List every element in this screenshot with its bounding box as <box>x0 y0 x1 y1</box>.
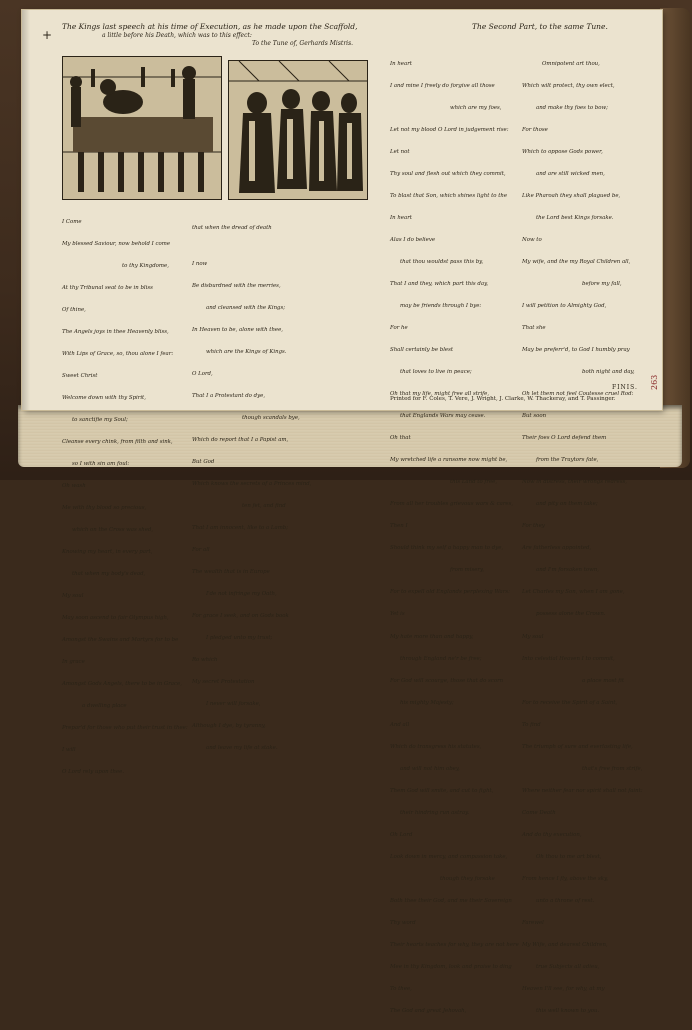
woodcut-figures-scene <box>228 60 368 200</box>
woodcut-execution-scene <box>62 56 222 200</box>
verse-line: And do thy execution, <box>522 831 582 838</box>
verse-line: O Lord, <box>192 370 213 377</box>
verse-line: O Lord rely upon thee. <box>62 769 125 776</box>
verse-line: My blessed Saviour, now behold I come <box>62 240 171 247</box>
verse-line: Oh Lord <box>390 831 413 838</box>
title-subline-1: a little before his Death, which was to this effect: <box>102 32 252 39</box>
verse-line: Into celestial Heaven I to commit, <box>522 655 615 662</box>
verse-line: I will petition to Almighty God, <box>522 303 607 310</box>
verse-line: which are the Kings of Kings. <box>206 348 287 355</box>
verse-line: To blast that Son, which shines light to the <box>390 192 508 199</box>
verse-line: My wife, and the my Royal Children all, <box>522 258 631 265</box>
verse-line: For grace I seek, and on Gods book <box>192 613 289 620</box>
verse-line: Knowing my heart, in every part, <box>62 549 153 556</box>
verse-line: Prepar'd for those who put their trust in thee: <box>62 725 188 732</box>
verse-line: Sweet Christ <box>62 372 98 379</box>
verse-line: Be disburdned with the merries, <box>192 282 281 289</box>
verse-line: possess alone the Crown. <box>536 611 606 618</box>
verse-line: That I a Protestant do dye, <box>192 392 266 399</box>
verse-line: Oh let them not feel Coutesse cruel Rod: <box>522 391 634 398</box>
verse-line: To thee, <box>390 986 412 992</box>
verse-line: his mighty Majesty; <box>400 699 454 706</box>
verse-line: from misery, <box>450 567 485 574</box>
verse-line: true Subjects all adieu, <box>536 963 600 970</box>
verse-line: so I with sin am foul: <box>72 461 130 468</box>
verse-line: For those <box>522 126 548 133</box>
finis-mark: FINIS. <box>612 384 638 391</box>
verse-line: Look down in mercy, and compassion take, <box>390 853 508 860</box>
verse-column-2 <box>192 210 311 767</box>
verse-line: I Come <box>62 218 82 225</box>
verse-line: The wealth that is in Europe <box>192 569 270 576</box>
verse-line: though scandals bye, <box>242 414 300 421</box>
verse-line: a place most fit <box>582 677 625 684</box>
verse-line: Thy word <box>390 919 416 926</box>
verse-line: My hate more than and happy, <box>390 633 474 640</box>
verse-line: that when the dread of death <box>192 224 272 231</box>
verse-line: My wretched life a ransome now might be, <box>390 457 508 464</box>
verse-line: In heart <box>390 60 412 67</box>
ballad-title: The Kings last speech at his time of Execution, as he made upon the Scaffold, <box>62 22 358 31</box>
verse-line: their hindring run astray. <box>400 809 470 816</box>
verse-line: May soon ascend to fair Olympus high, <box>62 615 169 622</box>
verse-line: For he <box>390 325 408 332</box>
verse-line: Amongst Gods Angels, there to be in Grace, <box>62 681 182 688</box>
pencil-mark-icon: + <box>42 28 53 42</box>
second-part-title: The Second Part, to the same Tune. <box>472 22 608 31</box>
verse-line: Which knows the secrets of a Princes mind, <box>192 481 312 488</box>
verse-line: Now in distress, their wrongs redress, <box>522 479 627 486</box>
verse-line: Like Pharoah they shall plagued be, <box>522 192 621 199</box>
verse-line: Alas I do believe <box>390 236 436 243</box>
verse-line: Cleanse every chink, from filth and sink, <box>62 439 173 445</box>
verse-line: Then I <box>390 523 408 530</box>
verse-line: that when my body's dead, <box>72 571 146 578</box>
verse-line: and I'm forsaken town, <box>536 567 599 574</box>
verse-line: I never will forsake, <box>206 701 261 708</box>
verse-line: I will <box>62 747 76 754</box>
verse-line: to thy Kingdome, <box>122 262 169 269</box>
verse-line: and will not him obey, <box>400 765 460 772</box>
verse-line: Which do report that I a Papist am, <box>192 436 289 443</box>
verse-line: that thou wouldst pass this by, <box>400 258 484 265</box>
verse-line: For to expell old Englands perplexing Wars: <box>390 589 510 596</box>
verse-line: Although I dye, by tyranny, <box>192 723 266 730</box>
verse-line: unto a throne of rest. <box>536 897 595 904</box>
verse-line: Let Charles my Son, when I am gone, <box>522 589 625 596</box>
verse-line: though they forsake <box>440 875 495 882</box>
verse-line: For to receive the Spirit of a Saint, <box>522 699 618 706</box>
verse-line: From hence I fly, above the sky, <box>522 875 609 882</box>
verse-line: That I and they, which part this day, <box>390 281 489 287</box>
gutter-shadow <box>22 10 30 410</box>
verse-line: ten fet, and find <box>242 503 286 510</box>
tune-line: To the Tune of, Gerhards Mistris. <box>252 40 354 47</box>
verse-line: I'de not infringe my Oath, <box>206 591 277 598</box>
verse-line: may be friends through I bye: <box>400 303 482 310</box>
verse-line: Me with thy blood so precious, <box>62 505 147 512</box>
verse-line: My soul <box>62 593 84 600</box>
verse-line: and cleansed with the Kings; <box>206 304 286 311</box>
verse-line: Which do transgress his statutes, <box>390 743 482 750</box>
verse-line: Them God will smite, and cut to fight, <box>390 787 494 794</box>
verse-line: Their hearts teaches for why, they are not here <box>390 941 519 948</box>
verse-line: In Heaven to be, alone with thee, <box>192 326 284 333</box>
verse-line: Which to oppose Gods power, <box>522 148 603 155</box>
verse-line: Should think my self a happy man to dye, <box>390 545 504 552</box>
verse-line: that's free from strife, <box>582 765 643 772</box>
verse-line: that Englands Wars may cease. <box>400 413 486 420</box>
verse-line: Where neither fear nor spirit shall not faint: <box>522 787 643 794</box>
verse-line: I and mine I freely do forgive all those <box>390 82 495 89</box>
verse-line: For God will scourge, those that do scorn <box>390 677 504 684</box>
verse-line: Oh that my life, might free all strife, <box>390 391 490 398</box>
verse-line: And all <box>390 721 410 728</box>
verse-line: Amongst the Swains and Martyrs for to be <box>62 637 179 644</box>
verse-line: Omnipotent art thou, <box>542 60 600 67</box>
verse-line: Ro which <box>192 657 218 664</box>
verse-line: this Land to free, <box>450 479 498 486</box>
verse-line: Which wilt protect, thy own elect, <box>522 82 615 89</box>
verse-line: Shall certainly be blest <box>390 347 454 354</box>
verse-line: Come Death <box>522 809 556 816</box>
verse-line: With Lips of Grace, so, thou alone I fear: <box>62 350 174 357</box>
woodcut-figures-image <box>229 61 367 199</box>
verse-line: My Wife, and dearest Children, <box>522 941 608 948</box>
verse-column-4 <box>522 46 643 1030</box>
verse-line: Of thine, <box>62 306 86 313</box>
verse-line: through England ne'r be free; <box>400 655 482 662</box>
verse-line: Oh thou to me art blest, <box>536 853 602 860</box>
verse-line: to sanctifie my Soul; <box>72 416 128 423</box>
printer-imprint: Printed for F. Coles, T. Vere, J. Wright, J. Clarke, W. Thackeray, and T. Passinger. <box>390 396 616 402</box>
verse-line: That she <box>522 325 546 332</box>
verse-line: Yet is <box>390 611 405 618</box>
verse-line: To find <box>522 721 541 728</box>
verse-line: Oh that <box>390 435 411 442</box>
verse-line: The God and great Jehovah, <box>390 1008 467 1015</box>
book-cover-edge <box>660 8 690 468</box>
verse-line: But soon <box>522 413 547 420</box>
verse-line: May be preferr'd, to God I humbly pray <box>522 347 630 354</box>
verse-line: The triumph of sure and everlasting life, <box>522 743 633 750</box>
verse-line: and pity on them take; <box>536 501 598 508</box>
verse-line: Oh wash <box>62 483 86 490</box>
verse-line: before my fall, <box>582 281 622 287</box>
verse-line: the Lord best Kings forsake. <box>536 214 614 221</box>
verse-line: Thy soul and flesh out which they commit, <box>390 170 506 177</box>
verse-line: both night and day, <box>582 369 635 376</box>
verse-line: this well known to you. <box>536 1008 600 1015</box>
woodcut-execution-image <box>63 57 221 199</box>
verse-line: Their foes O Lord defend them <box>522 435 607 442</box>
verse-line: Let not my blood O Lord in judgement rise: <box>390 126 509 133</box>
verse-line: For they <box>522 523 545 530</box>
broadside-page <box>22 10 662 1015</box>
verse-line: My soul <box>522 633 544 640</box>
verse-line: Welcome down with thy Spirit, <box>62 394 146 401</box>
verse-line: At thy Tribunal seat to be in bliss <box>62 284 153 291</box>
verse-line: Let not <box>390 148 410 155</box>
verse-line: Both thee their God, and me their Sovereign <box>390 897 512 904</box>
verse-line: that loves to live in peace; <box>400 369 472 376</box>
verse-line: For all <box>192 547 210 554</box>
verse-column-3 <box>390 46 519 1030</box>
verse-line: I now <box>192 260 208 267</box>
verse-line: Are fatherless appointed, <box>522 545 592 552</box>
verse-line: and are still wicked men, <box>536 170 605 177</box>
verse-line: From all her troubles grievous wars & cares, <box>390 501 514 508</box>
verse-line: Now to <box>522 236 542 243</box>
verse-line: That I am innocent, like to a Lamb; <box>192 525 289 532</box>
verse-line: But God <box>192 459 215 465</box>
verse-column-1 <box>62 204 188 792</box>
verse-line: In heart <box>390 214 412 221</box>
verse-line: The Angels joys in thee Heavenly bliss, <box>62 328 169 335</box>
verse-line: I pledged unto my trust; <box>206 635 273 642</box>
verse-line: from the Traytors fate, <box>536 457 599 464</box>
verse-line: Heaven I'll see, for why, at my <box>522 986 605 992</box>
verse-line: Mee in thy Kingdom, look and praise to ding <box>390 963 512 970</box>
verse-line: and leave my life at stake. <box>206 745 278 752</box>
verse-line: which are my foes, <box>450 104 502 111</box>
verse-line: and make thy foes to bow; <box>536 104 608 111</box>
verse-line: Farewel <box>522 919 544 926</box>
shelf-mark: 263 <box>650 374 659 390</box>
verse-line: In grace <box>62 659 85 666</box>
verse-line: My secret Protestation <box>192 679 255 686</box>
verse-line: a dwelling place <box>82 703 127 710</box>
verse-line: which on the Cross was shed, <box>72 527 154 534</box>
